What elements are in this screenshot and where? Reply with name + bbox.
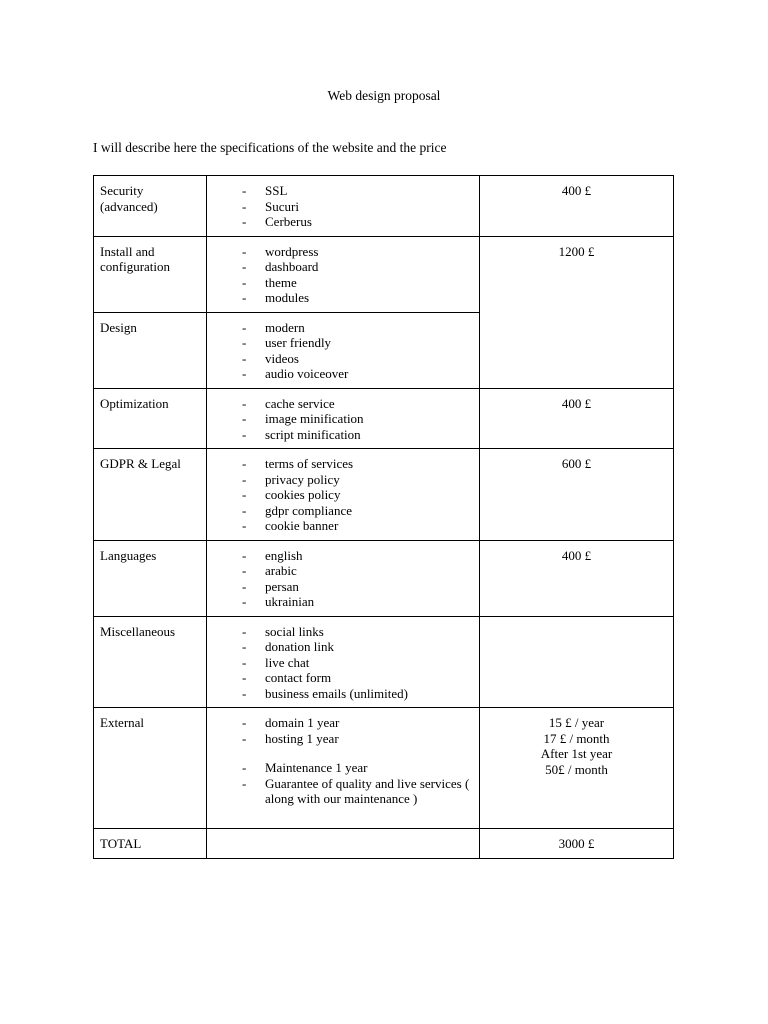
total-empty-cell [207,829,480,859]
row-name: GDPR & Legal [94,449,207,541]
total-value: 3000 £ [480,829,674,859]
intro-text: I will describe here the specifications of the website and the price [93,140,447,155]
row-price [480,708,674,829]
list-item: - dashboard [242,259,473,275]
list-item: - cookies policy [242,487,473,503]
feature-list [213,548,473,610]
list-item: - cache service [242,396,473,412]
list-item: - audio voiceover [242,366,473,382]
list-item: - business emails (unlimited) [242,686,473,702]
feature-list [213,456,473,534]
feature-list [213,396,473,443]
feature-list [213,244,473,306]
row-price: 400 £ [480,540,674,616]
feature-list [213,715,473,807]
row-name: Optimization [94,388,207,449]
list-item: - user friendly [242,335,473,351]
list-item: - SSL [242,183,473,199]
list-item: - theme [242,275,473,291]
list-item: - arabic [242,563,473,579]
row-price: 400 £ [480,176,674,237]
feature-list [213,624,473,702]
row-name: Design [94,312,207,388]
list-item: - script minification [242,427,473,443]
list-item: - wordpress [242,244,473,260]
list-item: - modern [242,320,473,336]
list-item: - persan [242,579,473,595]
list-item: - image minification [242,411,473,427]
list-item: - videos [242,351,473,367]
list-item: - domain 1 year [242,715,473,731]
list-item: - cookie banner [242,518,473,534]
total-label: TOTAL [94,829,207,859]
row-name: Languages [94,540,207,616]
table-row [94,176,674,237]
price-line: 17 £ / month [543,730,610,746]
list-item: - hosting 1 year [242,731,473,747]
feature-list [213,320,473,382]
list-item: - live chat [242,655,473,671]
row-name: Miscellaneous [94,616,207,708]
table-row [94,388,674,449]
row-name: Install and configuration [94,236,207,312]
list-item: - terms of services [242,456,473,472]
list-item: - Guarantee of quality and live services ( along with our maintenance ) [242,776,473,807]
list-item: - donation link [242,639,473,655]
list-item: - social links [242,624,473,640]
price-line: After 1st year [540,746,613,761]
list-item: - english [242,548,473,564]
price-line: 50£ / month [545,761,608,777]
list-item: - modules [242,290,473,306]
table-row [94,236,674,312]
price-line: 15 £ / year [548,715,605,730]
spec-table [93,175,674,859]
row-name: Security (advanced) [94,176,207,237]
row-name: External [94,708,207,829]
row-price [480,616,674,708]
table-row [94,449,674,541]
table-row [94,616,674,708]
list-item: - Maintenance 1 year [242,760,473,776]
document-title: Web design proposal [327,88,441,103]
total-row [94,829,674,859]
list-item: - ukrainian [242,594,473,610]
table-row [94,540,674,616]
table-row [94,708,674,829]
list-item: - gdpr compliance [242,503,473,519]
row-price: 1200 £ [480,236,674,388]
feature-list [213,183,473,230]
row-price: 600 £ [480,449,674,541]
list-item: - Cerberus [242,214,473,230]
list-item: - contact form [242,670,473,686]
list-item: - Sucuri [242,199,473,215]
list-item: - privacy policy [242,472,473,488]
row-price: 400 £ [480,388,674,449]
